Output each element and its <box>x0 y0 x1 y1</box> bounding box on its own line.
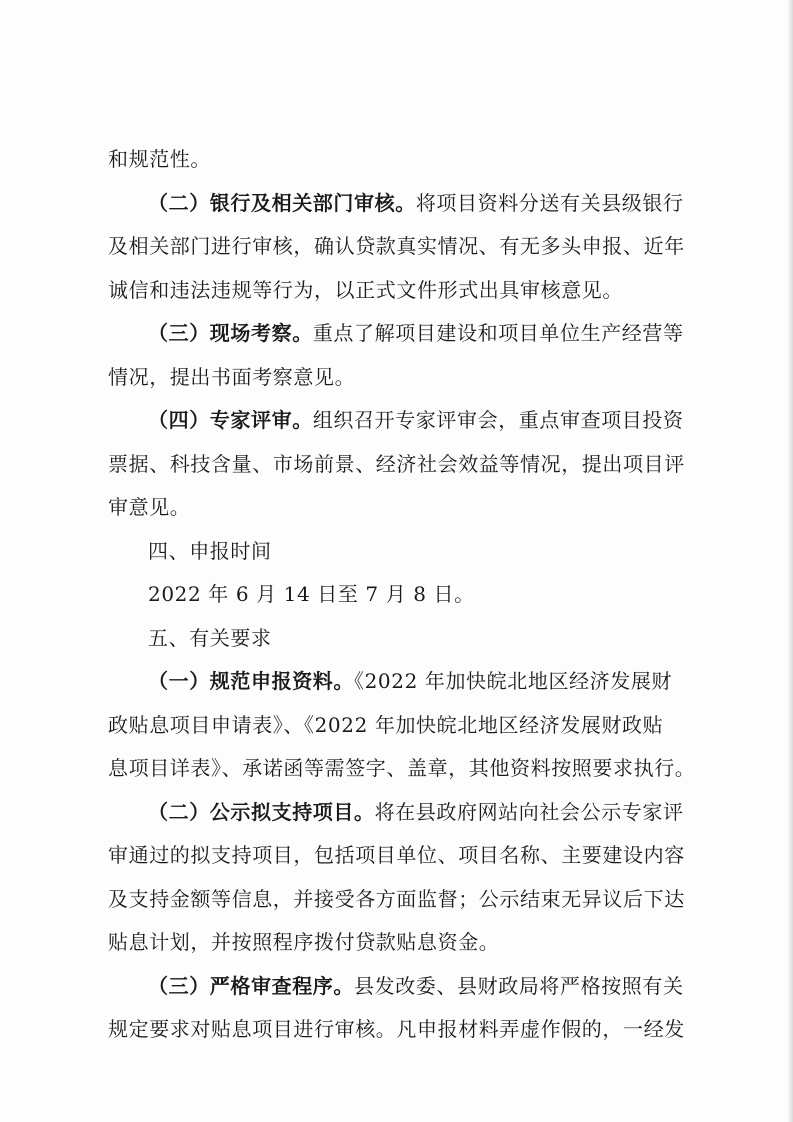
line-text: 和规范性。 <box>108 147 211 171</box>
paragraph-line <box>108 312 708 356</box>
subsection-heading: （一）规范申报资料。 <box>148 669 354 693</box>
paragraph-line <box>108 834 708 878</box>
line-text: 规定要求对贴息项目进行审核。凡申报材料弄虚作假的，一经发 <box>108 1017 685 1041</box>
subsection-heading: （四）专家评审。 <box>148 408 313 432</box>
paragraph-line <box>108 225 708 269</box>
page-edge-shadow <box>787 0 793 1122</box>
section-heading-line <box>108 530 708 574</box>
line-text: 2022 年 6 月 14 日至 7 月 8 日。 <box>148 582 475 606</box>
line-text: 及支持金额等信息，并接受各方面监督；公示结束无异议后下达 <box>108 886 685 911</box>
line-text: 情况，提出书面考察意见。 <box>108 364 356 389</box>
section-heading: 四、申报时间 <box>148 538 272 563</box>
line-text: 审意见。 <box>108 495 191 519</box>
subsection-heading: （二）银行及相关部门审核。 <box>148 190 416 215</box>
subsection-heading: （二）公示拟支持项目。 <box>148 799 375 824</box>
paragraph-line <box>108 138 708 182</box>
section-heading-line <box>108 617 708 661</box>
line-text: 贴息计划，并按照程序拨付贷款贴息资金。 <box>108 930 500 954</box>
line-text: 息项目详表》、承诺函等需签字、盖章，其他资料按照要求执行。 <box>108 756 696 780</box>
line-text: 将在县政府网站向社会公示专家评 <box>374 799 684 824</box>
line-text: 《2022 年加快皖北地区经济发展财 <box>354 669 673 693</box>
line-text: 政贴息项目申请表》、《2022 年加快皖北地区经济发展财政贴 <box>108 712 664 737</box>
line-text: 票据、科技含量、市场前景、经济社会效益等情况，提出项目评 <box>108 451 685 476</box>
line-text: 县发改委、县财政局将严格按照有关 <box>354 973 684 998</box>
paragraph-line <box>108 747 708 791</box>
paragraph-line <box>108 443 708 487</box>
section-heading: 五、有关要求 <box>148 625 272 650</box>
line-text: 将项目资料分送有关县级银行 <box>415 190 684 215</box>
line-text: 诚信和违法违规等行为，以正式文件形式出具审核意见。 <box>108 277 623 302</box>
paragraph-line <box>108 269 708 313</box>
paragraph-line <box>108 921 708 965</box>
paragraph-line <box>108 878 708 922</box>
paragraph-line <box>108 965 708 1009</box>
line-text: 审通过的拟支持项目，包括项目单位、项目名称、主要建设内容 <box>108 843 685 867</box>
paragraph-line <box>108 660 708 704</box>
paragraph-line <box>108 182 708 226</box>
document-body <box>108 138 708 1052</box>
line-text: 组织召开专家评审会，重点审查项目投资 <box>312 408 684 432</box>
paragraph-line <box>108 486 708 530</box>
line-text: 及相关部门进行审核，确认贷款真实情况、有无多头申报、近年 <box>108 234 685 258</box>
line-text: 重点了解项目建设和项目单位生产经营等 <box>312 321 684 345</box>
paragraph-line <box>108 399 708 443</box>
subsection-heading: （三）严格审查程序。 <box>148 973 354 998</box>
paragraph-line <box>108 791 708 835</box>
paragraph-line <box>108 1008 708 1052</box>
paragraph-line <box>108 356 708 400</box>
subsection-heading: （三）现场考察。 <box>148 321 313 345</box>
paragraph-line <box>108 573 708 617</box>
paragraph-line <box>108 704 708 748</box>
